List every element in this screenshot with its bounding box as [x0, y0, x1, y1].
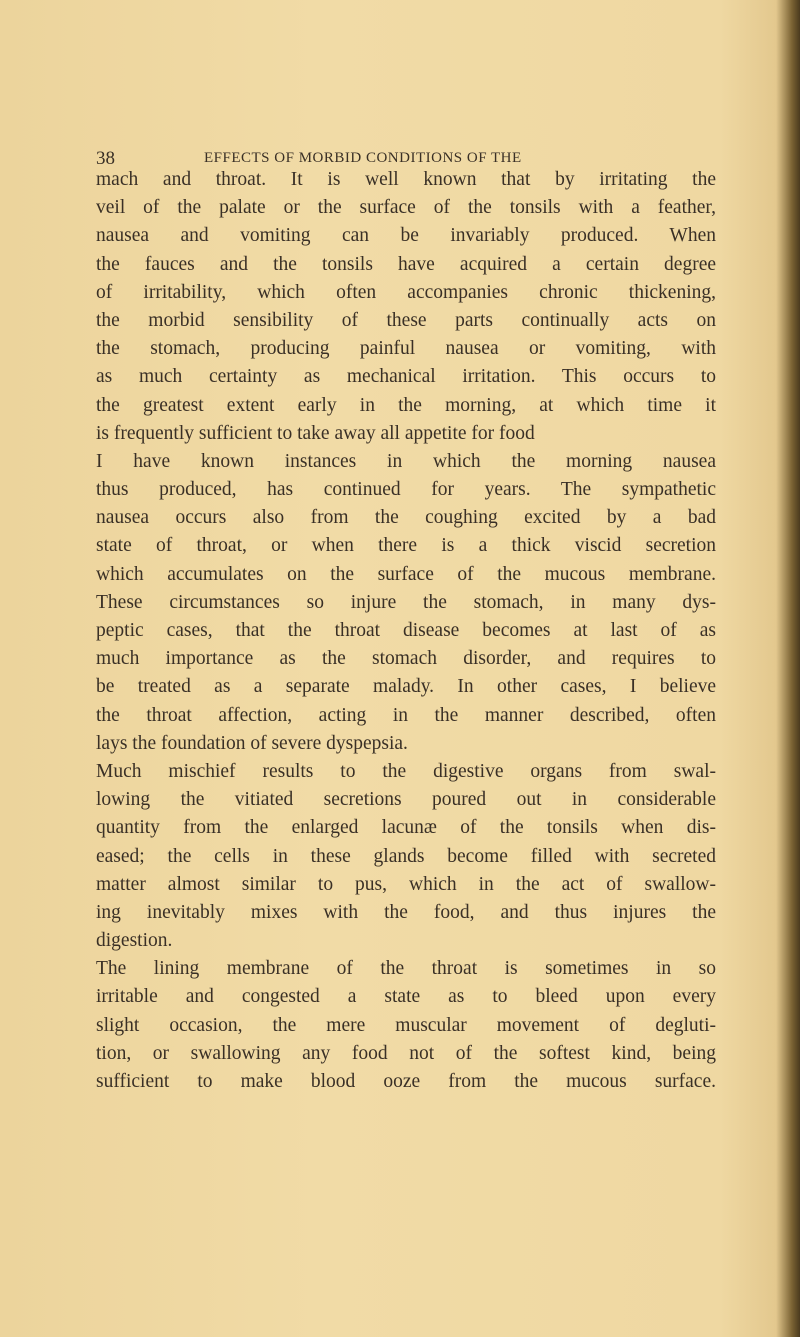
text-line: of irritability, which often accompanies chronic thickening,	[96, 281, 716, 303]
text-line: the stomach, producing painful nausea or vomiting, with	[96, 338, 716, 360]
text-line: mach and throat. It is well known that by irritating the	[96, 169, 716, 190]
text-line: be treated as a separate malady. In other cases, I believe	[96, 676, 716, 698]
text-line: sufficient to make blood ooze from the mucous surface.	[96, 1071, 716, 1092]
text-line: the morbid sensibility of these parts continually acts on	[96, 309, 716, 331]
text-line: quantity from the enlarged lacunæ of the tonsils when dis-	[96, 817, 716, 839]
text-line: ing inevitably mixes with the food, and thus injures the	[96, 901, 716, 923]
running-title: EFFECTS OF MORBID CONDITIONS OF THE	[204, 150, 522, 166]
text-line: the fauces and the tonsils have acquired a certain degree	[96, 253, 716, 275]
page-body-text	[96, 166, 716, 1096]
text-line: is frequently sufficient to take away all appetite for food	[96, 422, 535, 444]
text-line: peptic cases, that the throat disease becomes at last of as	[96, 620, 716, 641]
text-line: thus produced, has continued for years. The sympathetic	[96, 479, 716, 501]
page-number: 38	[96, 148, 115, 169]
text-line: nausea occurs also from the coughing excited by a bad	[96, 507, 716, 529]
text-line: irritable and congested a state as to bleed upon every	[96, 986, 716, 1008]
text-line: matter almost similar to pus, which in the act of swallow-	[96, 873, 716, 895]
text-line: nausea and vomiting can be invariably produced. When	[96, 225, 716, 247]
text-line: The lining membrane of the throat is sometimes in so	[96, 958, 716, 980]
text-line: veil of the palate or the surface of the tonsils with a feather,	[96, 197, 716, 219]
text-line: the greatest extent early in the morning, at which time it	[96, 394, 716, 416]
text-line: digestion.	[96, 930, 173, 952]
text-line: tion, or swallowing any food not of the softest kind, being	[96, 1042, 716, 1064]
text-line: eased; the cells in these glands become filled with secreted	[96, 845, 716, 867]
text-line: lowing the vitiated secretions poured out in considerable	[96, 789, 716, 811]
text-line: as much certainty as mechanical irritation. This occurs to	[96, 366, 716, 388]
text-line: Much mischief results to the digestive organs from swal-	[96, 760, 716, 782]
text-line: These circumstances so injure the stomach, in many dys-	[96, 591, 716, 613]
text-line: lays the foundation of severe dyspepsia.	[96, 732, 408, 754]
text-line: which accumulates on the surface of the mucous membrane.	[96, 563, 716, 585]
text-line: the throat affection, acting in the manner described, often	[96, 704, 716, 726]
text-line: slight occasion, the mere muscular movement of degluti-	[96, 1014, 716, 1036]
text-line: state of throat, or when there is a thick viscid secretion	[96, 535, 716, 557]
text-line: I have known instances in which the morning nausea	[96, 450, 716, 472]
text-line: much importance as the stomach disorder, and requires to	[96, 648, 716, 670]
